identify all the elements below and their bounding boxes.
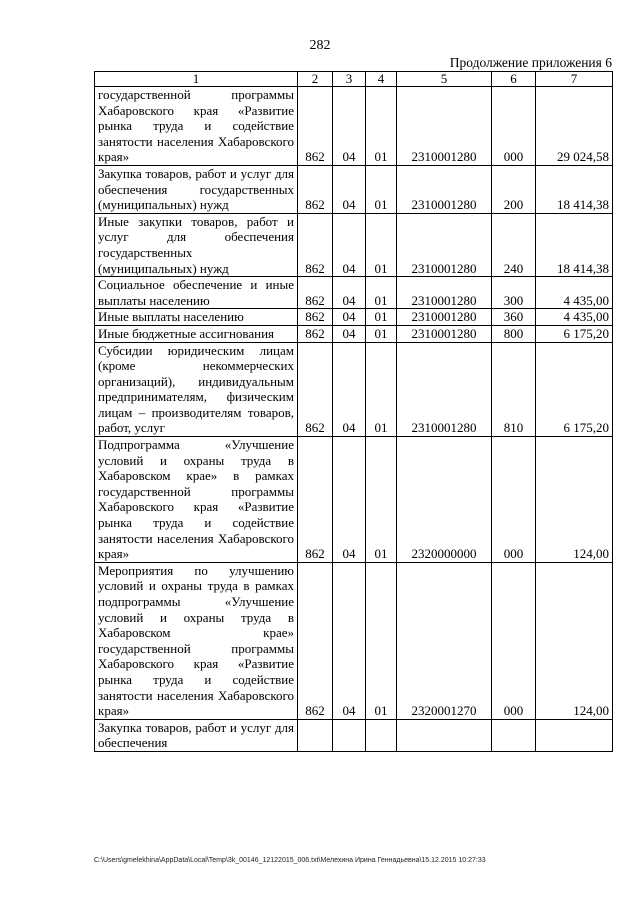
header-col-2: 2	[298, 72, 333, 87]
cell-vr: 200	[492, 165, 536, 213]
cell-grbs: 862	[298, 277, 333, 309]
cell-name: Закупка товаров, работ и услуг для обеспечения государственных (муниципальных) нужд	[95, 165, 298, 213]
header-col-4: 4	[366, 72, 397, 87]
cell-csr: 2320001270	[397, 562, 492, 719]
cell-csr: 2310001280	[397, 213, 492, 276]
cell-name: Мероприятия по улучшению условий и охраны труда в рамках подпрограммы «Улучшение условий и охраны труда в Хабаровском крае» государственной программы Хабаровского края «Развитие рынка труда и содействие занятости населения Хабаровского края»	[95, 562, 298, 719]
cell-vr: 360	[492, 309, 536, 326]
cell-sum: 18 414,38	[536, 213, 613, 276]
header-col-7: 7	[536, 72, 613, 87]
cell-csr: 2310001280	[397, 165, 492, 213]
budget-table	[94, 71, 613, 752]
cell-pr: 01	[366, 437, 397, 563]
cell-pr: 01	[366, 213, 397, 276]
cell-csr: 2310001280	[397, 309, 492, 326]
cell-pr: 01	[366, 87, 397, 166]
cell-pr	[366, 719, 397, 751]
cell-csr: 2310001280	[397, 342, 492, 437]
header-col-3: 3	[333, 72, 366, 87]
cell-rz: 04	[333, 562, 366, 719]
header-row	[95, 72, 613, 87]
cell-grbs: 862	[298, 562, 333, 719]
cell-grbs	[298, 719, 333, 751]
cell-vr	[492, 719, 536, 751]
cell-rz: 04	[333, 325, 366, 342]
cell-rz	[333, 719, 366, 751]
cell-csr: 2320000000	[397, 437, 492, 563]
table-row	[95, 87, 613, 166]
cell-sum: 4 435,00	[536, 309, 613, 326]
table-row	[95, 437, 613, 563]
cell-name: Иные закупки товаров, работ и услуг для обеспечения государственных (муниципальных) нужд	[95, 213, 298, 276]
cell-name: Иные бюджетные ассигнования	[95, 325, 298, 342]
table-row	[95, 342, 613, 437]
cell-grbs: 862	[298, 437, 333, 563]
cell-name: Подпрограмма «Улучшение условий и охраны труда в Хабаровском крае» в рамках государственной программы Хабаровского края «Развитие рынка труда и содействие занятости населения Хабаровского края»	[95, 437, 298, 563]
cell-sum	[536, 719, 613, 751]
cell-rz: 04	[333, 87, 366, 166]
header-col-1: 1	[95, 72, 298, 87]
cell-csr	[397, 719, 492, 751]
cell-name: государственной программы Хабаровского края «Развитие рынка труда и содействие занятости населения Хабаровского края»	[95, 87, 298, 166]
footer-file-path: C:\Users\gmelekhina\AppData\Local\Temp\3k_00146_12122015_006.txt\Мелехина Ирина Геннадьевна\15.12.2015 10:27:33	[94, 857, 486, 864]
cell-pr: 01	[366, 277, 397, 309]
table-row	[95, 165, 613, 213]
cell-rz: 04	[333, 165, 366, 213]
cell-vr: 800	[492, 325, 536, 342]
cell-name: Субсидии юридическим лицам (кроме некоммерческих организаций), индивидуальным предпринимателям, физическим лицам – производителям товаров, работ, услуг	[95, 342, 298, 437]
cell-vr: 300	[492, 277, 536, 309]
cell-sum: 18 414,38	[536, 165, 613, 213]
table-row	[95, 325, 613, 342]
page-number: 282	[309, 38, 331, 53]
cell-vr: 000	[492, 87, 536, 166]
cell-vr: 810	[492, 342, 536, 437]
cell-grbs: 862	[298, 87, 333, 166]
cell-grbs: 862	[298, 325, 333, 342]
cell-sum: 124,00	[536, 562, 613, 719]
table-row	[95, 562, 613, 719]
cell-grbs: 862	[298, 165, 333, 213]
cell-sum: 6 175,20	[536, 342, 613, 437]
cell-name: Закупка товаров, работ и услуг для обеспечения	[95, 719, 298, 751]
cell-rz: 04	[333, 277, 366, 309]
cell-rz: 04	[333, 437, 366, 563]
cell-csr: 2310001280	[397, 325, 492, 342]
table-body	[95, 72, 613, 752]
cell-pr: 01	[366, 342, 397, 437]
table-row	[95, 309, 613, 326]
cell-grbs: 862	[298, 213, 333, 276]
cell-rz: 04	[333, 309, 366, 326]
cell-grbs: 862	[298, 342, 333, 437]
header-col-6: 6	[492, 72, 536, 87]
cell-rz: 04	[333, 213, 366, 276]
cell-vr: 240	[492, 213, 536, 276]
table-row	[95, 719, 613, 751]
cell-pr: 01	[366, 562, 397, 719]
cell-vr: 000	[492, 562, 536, 719]
cell-pr: 01	[366, 325, 397, 342]
cell-grbs: 862	[298, 309, 333, 326]
cell-sum: 6 175,20	[536, 325, 613, 342]
continuation-title: Продолжение приложения 6	[449, 55, 612, 70]
cell-rz: 04	[333, 342, 366, 437]
cell-name: Иные выплаты населению	[95, 309, 298, 326]
cell-sum: 124,00	[536, 437, 613, 563]
table-row	[95, 213, 613, 276]
cell-csr: 2310001280	[397, 277, 492, 309]
table-row	[95, 277, 613, 309]
cell-vr: 000	[492, 437, 536, 563]
cell-sum: 4 435,00	[536, 277, 613, 309]
cell-csr: 2310001280	[397, 87, 492, 166]
header-col-5: 5	[397, 72, 492, 87]
cell-pr: 01	[366, 309, 397, 326]
cell-name: Социальное обеспечение и иные выплаты населению	[95, 277, 298, 309]
cell-pr: 01	[366, 165, 397, 213]
cell-sum: 29 024,58	[536, 87, 613, 166]
